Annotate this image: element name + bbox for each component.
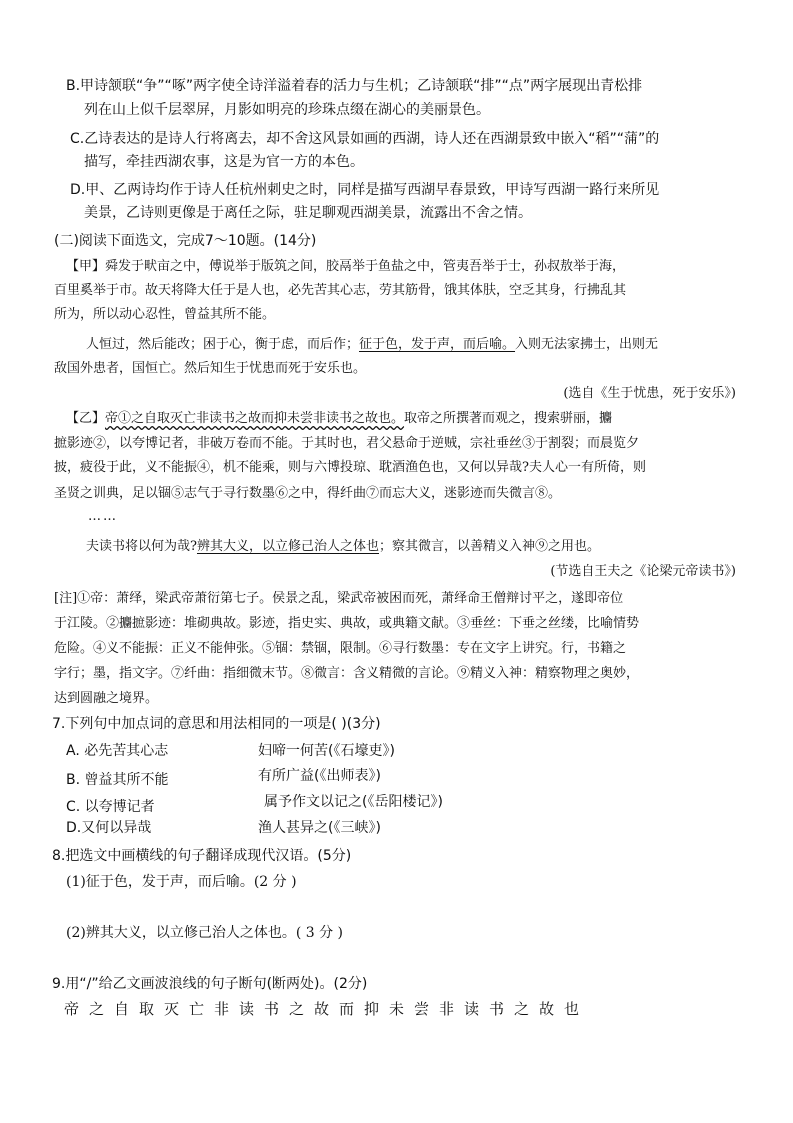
jia-source: (选自《生于忧患，死于安乐》): [563, 386, 736, 401]
jia-text-line: 【甲】舜发于畎亩之中，傅说举于版筑之间，胶鬲举于鱼盐之中，管夷吾举于士，孙叔敖举于海，: [66, 259, 626, 274]
jia-text: 入则无法家拂士，出则无: [515, 337, 659, 352]
q7-stem: 7.下列句中加点词的意思和用法相同的一项是( )(3分): [52, 716, 381, 732]
yi-text-line: 摭影迹②，以夸博记者，非破万卷而不能。于其时也，君父悬命于逆贼，宗社垂丝③于割裂；而晨览夕: [54, 436, 640, 451]
q7-option-c: C. 以夸博记者: [66, 799, 155, 815]
q7-option-a: A. 必先苦其心志: [66, 743, 169, 759]
q7-option-a-compare: 妇啼一何苦(《石壕吏》): [258, 743, 395, 759]
jia-text-line: 百里奚举于市。故天将降大任于是人也，必先苦其心志，劳其筋骨，饿其体肤，空乏其身，行拂乱其: [54, 283, 627, 298]
q9-sentence: 帝之自取灭亡非读书之故而抑未尝非读书之故也: [64, 1000, 590, 1018]
jia-text-line: [86, 335, 658, 355]
q6-option-b-line2: 列在山上似千层翠屏，月影如明亮的珍珠点缀在湖心的美丽景色。: [84, 102, 490, 118]
jia-text-line: 敌国外患者，国恒亡。然后知生于忧患而死于安乐也。: [54, 361, 367, 376]
yi-text: 取帝之所撰著而观之，搜索骈丽，攟: [404, 411, 613, 426]
yi-text-line: [66, 409, 612, 429]
yi-label: 【乙】: [66, 411, 106, 426]
note-line: 危险。④义不能振：正义不能伸张。⑤锢：禁锢，限制。⑥寻行数墨：专在文字上讲究。行，书籍之: [54, 641, 627, 656]
ellipsis: ……: [88, 509, 118, 524]
q7-option-b: B. 曾益其所不能: [66, 772, 169, 788]
q6-option-d-line1: D.甲、乙两诗均作于诗人任杭州刺史之时，同样是描写西湖早春景致，甲诗写西湖一路行来所见: [70, 182, 660, 198]
yi-text: 夫读书将以何为哉?: [86, 539, 197, 554]
yi-text-line: 圣贤之训典，足以锢⑤志气于寻行数墨⑥之中，得纤曲⑦而忘大义，迷影迹而失微言⑧。: [54, 486, 562, 501]
note-line: 达到圆融之境界。: [54, 691, 159, 706]
q6-option-c-line2: 描写，牵挂西湖农事，这是为官一方的本色。: [84, 154, 364, 170]
section-heading: (二)阅读下面选文，完成7～10题。(14分): [54, 233, 317, 249]
jia-text: 人恒过，然后能改；困于心，衡于虑，而后作；: [86, 337, 360, 352]
note-line: 字行；墨，指文字。⑦纤曲：指细微末节。⑧微言：含义精微的言论。⑨精义入神：精察物理之奥妙，: [54, 666, 640, 681]
q6-option-b-line1: B.甲诗颔联“争”“啄”两字使全诗洋溢着春的活力与生机；乙诗颔联“排”“点”两字展现出青松排: [66, 78, 643, 94]
q8-sentence-2: (2)辨其大义，以立修己治人之体也。( 3 分 ): [66, 925, 344, 941]
q6-option-c-line1: C.乙诗表达的是诗人行将离去，却不舍这风景如画的西湖，诗人还在西湖景致中嵌入“稻”“蒲”的: [70, 131, 660, 147]
q8-stem: 8.把选文中画横线的句子翻译成现代汉语。(5分): [52, 848, 352, 864]
q7-option-d: D.又何以异哉: [66, 820, 152, 836]
q9-stem: 9.用“/”给乙文画波浪线的句子断句(断两处)。(2分): [52, 976, 368, 992]
yi-text-line: [86, 537, 600, 557]
yi-text: ；察其微言，以善精义入神⑨之用也。: [379, 539, 601, 554]
underlined-sentence-2: 辨其大义，以立修己治人之体也: [196, 539, 379, 554]
q8-sentence-1: (1)征于色，发于声，而后喻。(2 分 ): [66, 874, 297, 890]
q6-option-d-line2: 美景，乙诗则更像是于离任之际，驻足聊观西湖美景，流露出不舍之情。: [84, 205, 532, 221]
underlined-sentence-1: 征于色，发于声，而后喻。: [359, 337, 516, 352]
q7-option-c-compare: 属予作文以记之(《岳阳楼记》): [264, 794, 443, 810]
wavy-sentence: 帝①之自取灭亡非读书之故而抑未尝非读书之故也。: [105, 411, 405, 426]
yi-source: (节选自王夫之《论梁元帝读书》): [550, 564, 736, 579]
jia-text-line: 所为，所以动心忍性，曾益其所不能。: [54, 307, 276, 322]
q7-option-d-compare: 渔人甚异之(《三峡》): [258, 820, 381, 836]
q7-option-b-compare: 有所广益(《出师表》): [258, 768, 381, 784]
note-line: [注]①帝：萧绎，梁武帝萧衍第七子。侯景之乱，梁武帝被困而死，萧绎命王僧辩讨平之，遂即帝位: [54, 591, 624, 606]
yi-text-line: 披，疲役于此，义不能振④，机不能乘，则与六博投琼、耽酒渔色也，又何以异哉?夫人心一有所倚，则: [54, 460, 646, 475]
note-line: 于江陵。②攟摭影迹：堆砌典故。影迹，指史实、典故，或典籍文献。③垂丝：下垂之丝缕，比喻情势: [54, 616, 640, 631]
